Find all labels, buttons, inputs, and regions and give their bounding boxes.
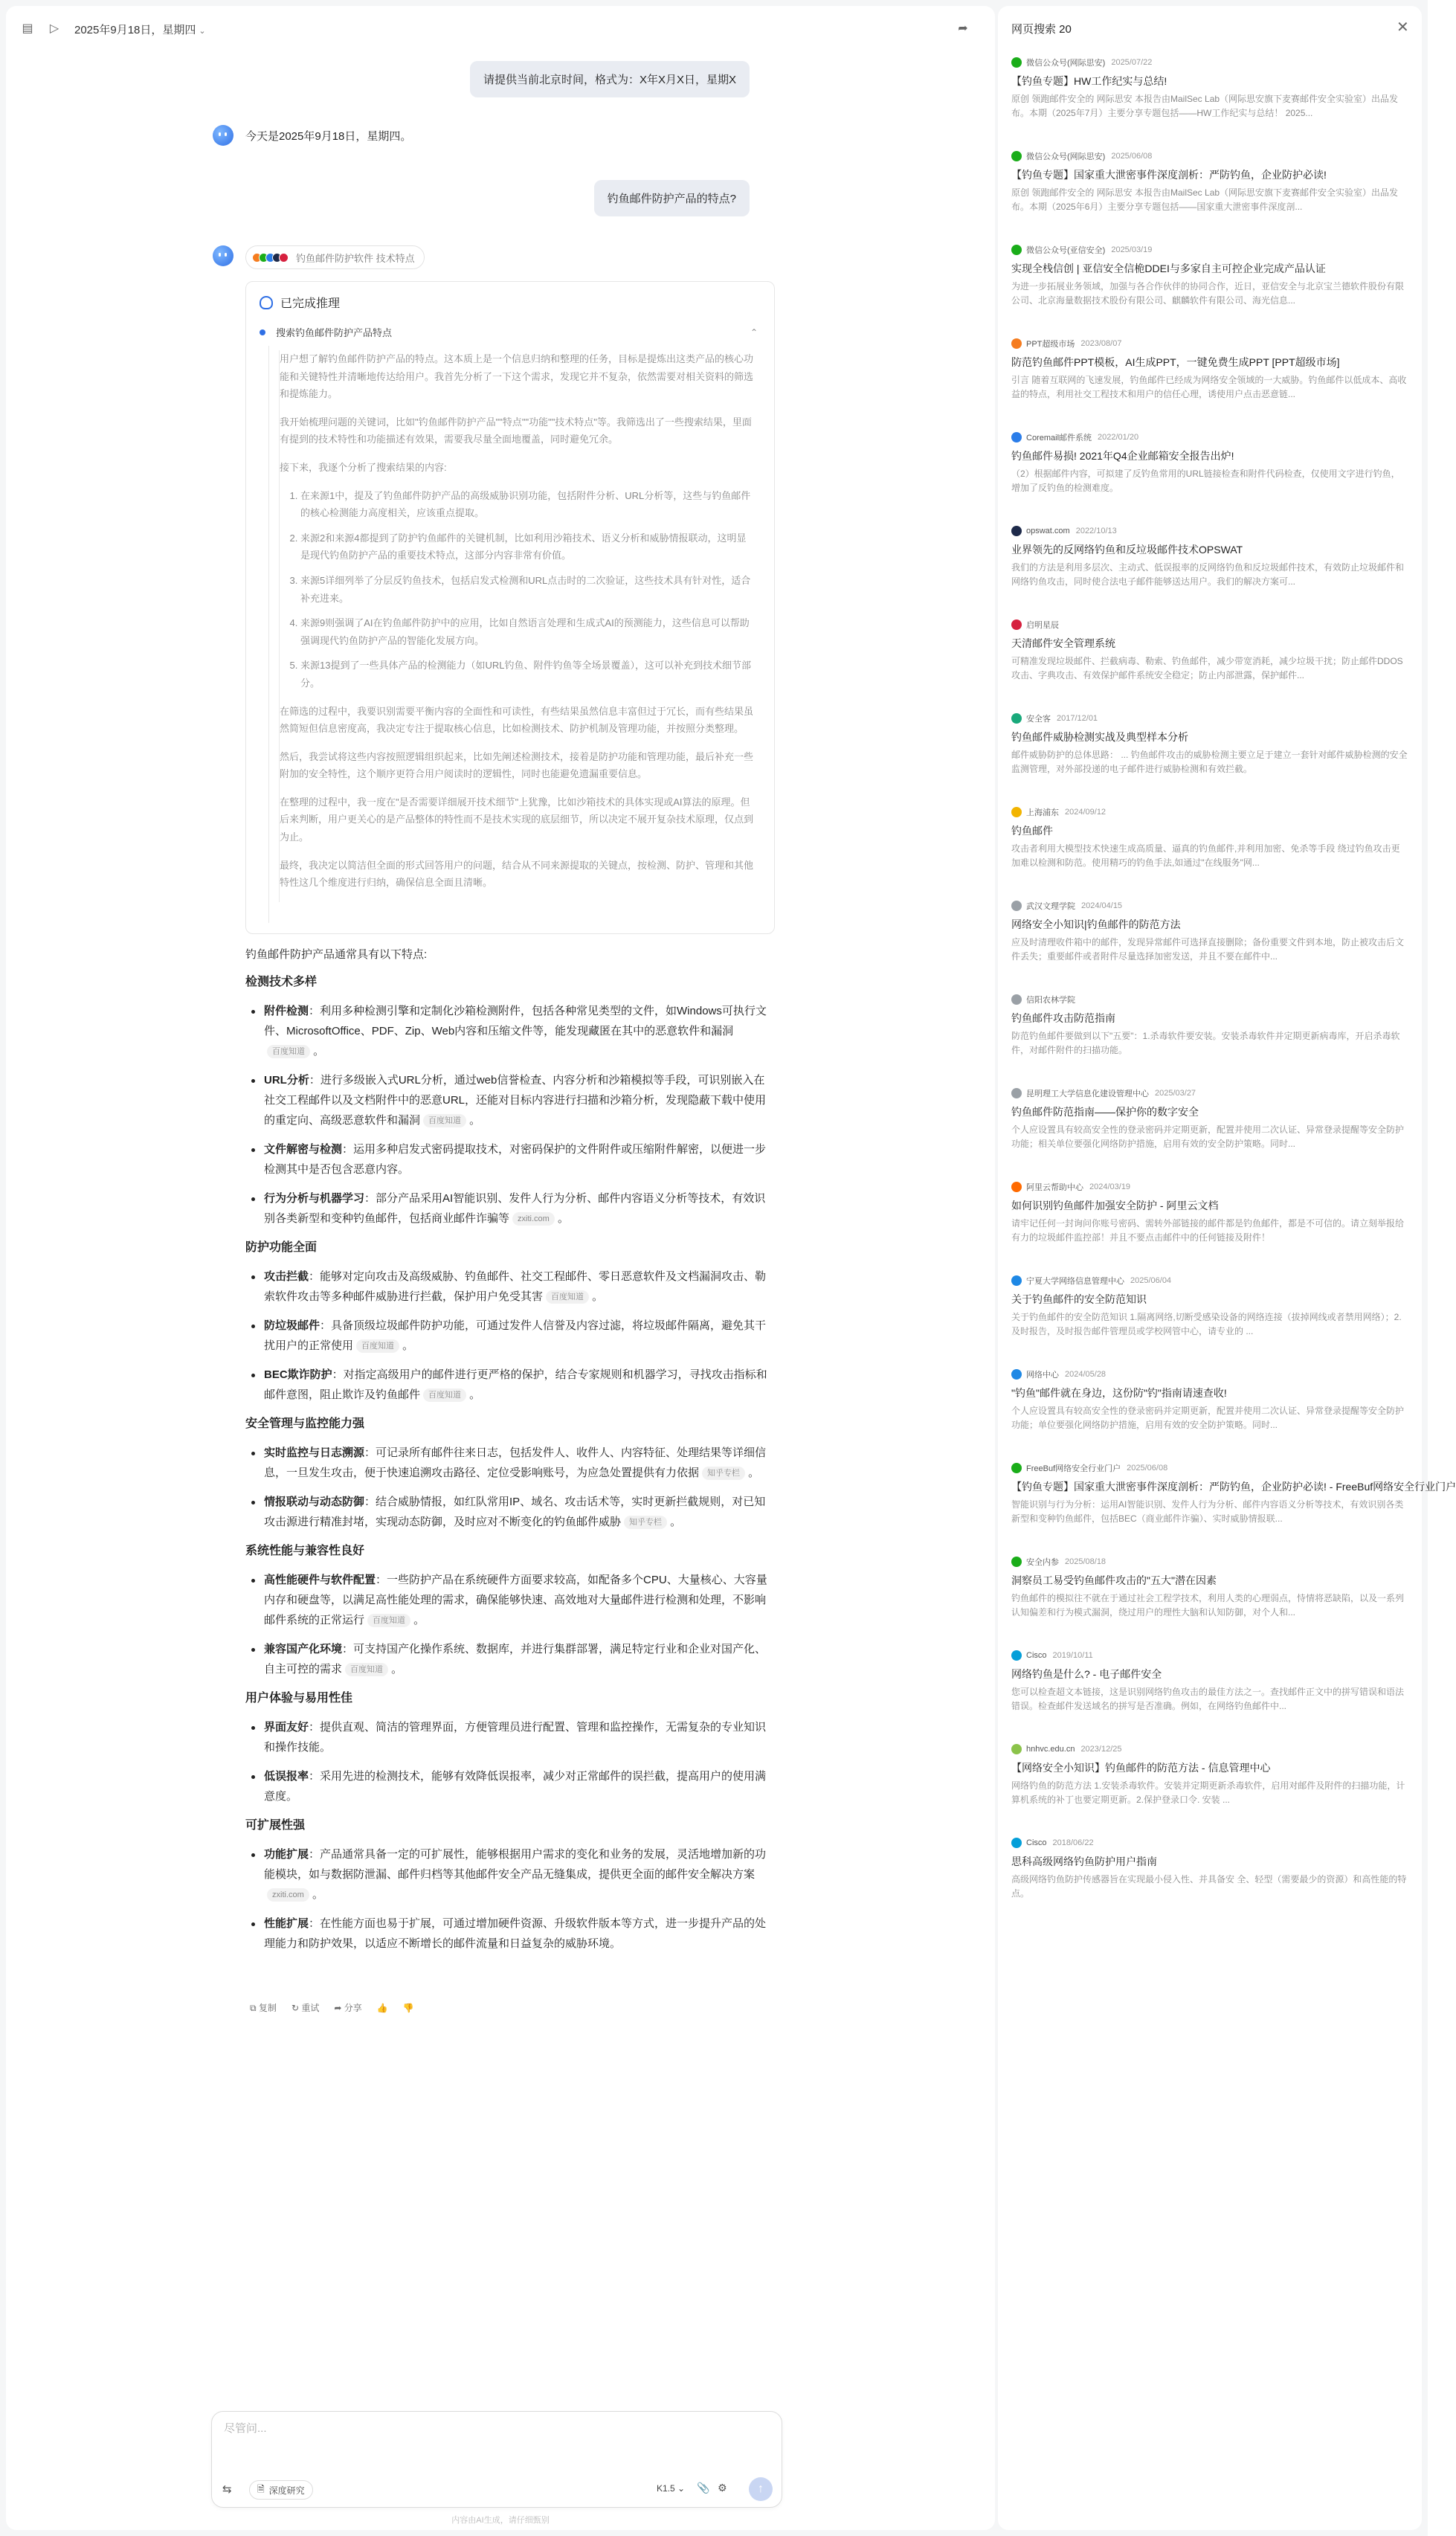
top-bar bbox=[6, 6, 995, 52]
reasoning-step-label: 搜索钓鱼邮件防护产品特点 bbox=[276, 327, 393, 338]
result-title[interactable]: 【钓鱼专题】国家重大泄密事件深度剖析：严防钓鱼，企业防护必读! bbox=[1011, 169, 1327, 181]
assistant-avatar bbox=[213, 125, 233, 146]
answer-term: 兼容国产化环境 bbox=[264, 1643, 343, 1655]
result-source bbox=[1011, 55, 1408, 70]
site-favicon-icon bbox=[1011, 619, 1022, 630]
result-source-name: 安全内参 bbox=[1026, 1558, 1059, 1567]
result-source bbox=[1011, 992, 1408, 1007]
result-snippet: 高级网络钓鱼防护传感器旨在实现最小侵入性、并具备安 全、轻型（需要最少的资源）和高性能的特点。 bbox=[1011, 1874, 1407, 1899]
result-source bbox=[1011, 524, 1408, 538]
result-snippet: 网络钓鱼的防范方法 1.安装杀毒软件。安装并定期更新杀毒软件，启用对邮件及附件的扫描功能，计算机系统的补丁也要定期更新。2.保护登录口令. 安装 ... bbox=[1011, 1780, 1405, 1805]
answer-text: ：可记录所有邮件往来日志，包括发件人、收件人、内容特征、处理结果等详细信息，一旦发生攻击，便于快速追溯攻击路径、定位受影响账号，为应急处置提供有力依据 bbox=[264, 1446, 767, 1479]
answer-list-item: URL分析：进行多级嵌入式URL分析，通过web信誉检查、内容分析和沙箱模拟等手段，可识别嵌入在社交工程邮件以及文档附件中的恶意URL，还能对目标内容进行扫描和沙箱分析，发现隐蔽下载中使用的重定向、高级恶意软件和漏洞 百度知道 。 bbox=[245, 1070, 775, 1130]
source-favicons bbox=[252, 253, 289, 263]
result-source bbox=[1011, 1648, 1408, 1663]
result-source bbox=[1011, 1367, 1408, 1382]
search-result[interactable] bbox=[1011, 992, 1408, 1058]
result-snippet: 原创 领跑邮件安全的 网际思安 本报告由MailSec Lab（网际思安旗下麦赛邮件安全实验室）出品发布。本期（2025年7月）主要分享专题包括——HW工作纪实与总结！ 2025... bbox=[1011, 94, 1399, 118]
answer-list-item: 行为分析与机器学习：部分产品采用AI智能识别、发件人行为分析、邮件内容语义分析等技术，有效识别各类新型和变种钓鱼邮件，包括商业邮件诈骗等 zxiti.com 。 bbox=[245, 1188, 775, 1229]
answer-list bbox=[245, 1443, 775, 1532]
result-date: 2019/10/11 bbox=[1052, 1651, 1093, 1660]
result-source bbox=[1011, 1086, 1408, 1101]
citation-badge[interactable]: 百度知道 bbox=[423, 1388, 466, 1402]
citation-badge[interactable]: 知乎专栏 bbox=[624, 1516, 667, 1529]
answer-text: ：能够对定向攻击及高级威胁、钓鱼邮件、社交工程邮件、零日恶意软件及文档漏洞攻击、勒索软件攻击等多种邮件威胁进行拦截，保护用户免受其害 bbox=[264, 1270, 767, 1303]
answer-text: ：一些防护产品在系统硬件方面要求较高，如配备多个CPU、大量核心、大容量内存和硬盘等，以满足高性能处理的需求，确保能够快速、高效地对大量邮件进行检测和处理，不影响邮件系统的正常运行 bbox=[264, 1574, 767, 1626]
result-source-name: 微信公众号(网际思安) bbox=[1026, 59, 1106, 68]
result-source bbox=[1011, 898, 1408, 913]
result-source-name: 阿里云帮助中心 bbox=[1026, 1183, 1083, 1192]
conversation-title-text: 2025年9月18日，星期四 bbox=[74, 24, 196, 36]
result-date: 2022/10/13 bbox=[1075, 527, 1117, 535]
site-favicon-icon bbox=[1011, 245, 1022, 255]
site-favicon-icon bbox=[1011, 1275, 1022, 1286]
conversation-title[interactable] bbox=[74, 22, 206, 37]
search-result[interactable] bbox=[1011, 1367, 1408, 1432]
answer-text: ：对指定高级用户的邮件进行更严格的保护，结合专家规则和机器学习，寻找攻击指标和邮件意图，阻止欺诈及钓鱼邮件 bbox=[264, 1368, 767, 1401]
site-favicon-icon bbox=[1011, 713, 1022, 724]
deep-research-label: 深度研究 bbox=[268, 2485, 305, 2496]
site-favicon-icon bbox=[1011, 807, 1022, 817]
result-snippet: 您可以检查超文本链接，这是识别网络钓鱼攻击的最佳方法之一。查找邮件正文中的拼写错误和语法错误。检查邮件发送域名的拼写是否准确。例如，在网络钓鱼邮件中... bbox=[1011, 1687, 1405, 1711]
answer-section-heading: 防护功能全面 bbox=[245, 1241, 318, 1254]
result-source bbox=[1011, 336, 1408, 351]
answer-list-item: 实时监控与日志溯源：可记录所有邮件往来日志，包括发件人、收件人、内容特征、处理结果等详细信息，一旦发生攻击，便于快速追溯攻击路径、定位受影响账号，为应急处置提供有力依据 知乎专栏 。 bbox=[245, 1443, 775, 1483]
result-source bbox=[1011, 149, 1408, 164]
site-favicon-icon bbox=[1011, 1088, 1022, 1098]
result-source bbox=[1011, 430, 1408, 445]
citation-badge[interactable]: 百度知道 bbox=[546, 1290, 589, 1304]
new-chat-icon[interactable]: ▷ bbox=[49, 22, 59, 35]
reasoning-paragraph: 然后，我尝试将这些内容按照逻辑组织起来，比如先阐述检测技术，接着是防护功能和管理功能，最后补充一些附加的安全特性，这个顺序更符合用户阅读时的逻辑性，同时也能避免遗漏重要信息。 bbox=[280, 750, 754, 780]
answer-text: ：在性能方面也易于扩展，可通过增加硬件资源、升级软件版本等方式，进一步提升产品的处理能力和防护效果，以适应不断增长的邮件流量和日益复杂的威胁环境。 bbox=[264, 1917, 767, 1950]
retry-label: 重试 bbox=[301, 2003, 320, 2013]
retry-icon: ↻ bbox=[291, 2003, 299, 2013]
result-snippet: 应及时清理收件箱中的邮件，发现异常邮件可选择直接删除；备份重要文件到本地，防止被攻击后文件丢失；重要邮件或者附件尽量选择加密发送，并且不要在邮件中... bbox=[1011, 937, 1405, 962]
site-favicon-icon bbox=[1011, 1182, 1022, 1192]
disclaimer: 内容由AI生成，请仔细甄别 bbox=[451, 2516, 550, 2525]
answer-list-item: 高性能硬件与软件配置：一些防护产品在系统硬件方面要求较高，如配备多个CPU、大量核心、大容量内存和硬盘等，以满足高性能处理的需求，确保能够快速、高效地对大量邮件进行检测和处理，不影响邮件系统的正常运行 百度知道 。 bbox=[245, 1570, 775, 1630]
send-button[interactable] bbox=[749, 2477, 773, 2501]
user-message: 请提供当前北京时间，格式为：X年X月X日，星期X bbox=[470, 61, 750, 97]
answer-list-item bbox=[245, 1717, 775, 1757]
result-title[interactable]: 防范钓鱼邮件PPT模板，AI生成PPT，一键免费生成PPT [PPT超级市场] bbox=[1011, 356, 1340, 368]
result-date: 2017/12/01 bbox=[1057, 714, 1098, 723]
reasoning-heading: 已完成推理 bbox=[280, 297, 341, 310]
result-source bbox=[1011, 1180, 1408, 1194]
answer-list-item bbox=[245, 1139, 775, 1180]
result-title[interactable]: 业界领先的反网络钓鱼和反垃圾邮件技术OPSWAT bbox=[1011, 544, 1243, 556]
reasoning-box bbox=[245, 281, 775, 934]
thumbs-down-icon[interactable]: 👎 bbox=[402, 2002, 414, 2013]
result-source-name: 安全客 bbox=[1026, 715, 1051, 724]
answer-term: 高性能硬件与软件配置 bbox=[264, 1574, 376, 1586]
citation-badge[interactable]: 百度知道 bbox=[345, 1663, 388, 1676]
result-snippet: 我们的方法是利用多层次、主动式、低误报率的反网络钓鱼和反垃圾邮件技术，有效防止垃圾邮件和网络钓鱼攻击，同时使合法电子邮件能够送达用户。我们的解决方案可... bbox=[1011, 562, 1405, 587]
result-snippet: 邮件威胁防护的总体思路： ... 钓鱼邮件攻击的威胁检测主要立足于建立一套针对邮件威胁检测的安全监测管理，对外部投递的电子邮件进行威胁检测和有效拦截。 bbox=[1011, 750, 1408, 774]
answer-list-item: 防垃圾邮件：具备顶级垃圾邮件防护功能，可通过发件人信誉及内容过滤，将垃圾邮件隔离，避免其干扰用户的正常使用 百度知道 。 bbox=[245, 1316, 775, 1356]
result-title[interactable]: 思科高级网络钓鱼防护用户指南 bbox=[1011, 1856, 1157, 1867]
answer-term: 文件解密与检测 bbox=[264, 1143, 343, 1156]
assistant-avatar bbox=[213, 245, 233, 266]
result-snippet: 引言 随着互联网的飞速发展，钓鱼邮件已经成为网络安全领域的一大威胁。钓鱼邮件以低成本、高收益的特点，利用社交工程技术和用户的信任心理，诱使用户点击恶意链... bbox=[1011, 375, 1407, 399]
search-result[interactable] bbox=[1011, 1180, 1408, 1245]
search-result[interactable] bbox=[1011, 524, 1408, 589]
answer-term: BEC欺诈防护 bbox=[264, 1368, 332, 1381]
result-source bbox=[1011, 711, 1408, 726]
answer-text: ：进行多级嵌入式URL分析，通过web信誉检查、内容分析和沙箱模拟等手段，可识别嵌入在社交工程邮件以及文档附件中的恶意URL，还能对目标内容进行扫描和沙箱分析，发现隐蔽下载中使用的重定向、高级恶意软件和漏洞 bbox=[264, 1074, 767, 1127]
reasoning-paragraph: 在筛选的过程中，我要识别需要平衡内容的全面性和可读性，有些结果虽然信息丰富但过于冗长，而有些结果虽然简短但信息密度高，我决定专注于提取核心信息，比如检测技术、防护机制及管理功能，并按照分类整理。 bbox=[280, 705, 754, 735]
result-title[interactable]: 天清邮件安全管理系统 bbox=[1011, 637, 1115, 649]
result-source bbox=[1011, 1554, 1408, 1569]
lightbulb-icon bbox=[260, 296, 273, 309]
search-result[interactable] bbox=[1011, 336, 1408, 402]
result-title[interactable]: 网络安全小知识|钓鱼邮件的防范方法 bbox=[1011, 918, 1181, 930]
search-result[interactable] bbox=[1011, 898, 1408, 964]
result-source-name: 微信公众号(亚信安全) bbox=[1026, 246, 1106, 255]
deep-research-button[interactable] bbox=[249, 2480, 313, 2500]
result-date: 2018/06/22 bbox=[1052, 1838, 1094, 1847]
answer-list bbox=[245, 1001, 775, 1229]
chevron-up-icon[interactable]: ⌃ bbox=[750, 326, 758, 338]
site-favicon-icon bbox=[1011, 1838, 1022, 1848]
arrow-up-icon: ↑ bbox=[758, 2482, 764, 2495]
answer-sections bbox=[245, 972, 775, 1954]
result-date: 2023/12/25 bbox=[1080, 1745, 1122, 1754]
answer-text: ：采用先进的检测技术，能够有效降低误报率，减少对正常邮件的误拦截，提高用户的使用满意度。 bbox=[264, 1770, 767, 1803]
result-title[interactable]: 如何识别钓鱼邮件加强安全防护 - 阿里云文档 bbox=[1011, 1200, 1219, 1211]
composer bbox=[211, 2411, 782, 2508]
result-title[interactable]: 【钓鱼专题】HW工作纪实与总结! bbox=[1011, 75, 1167, 87]
result-title[interactable]: 钓鱼邮件防范指南——保护你的数字安全 bbox=[1011, 1106, 1199, 1118]
search-result[interactable] bbox=[1011, 1461, 1456, 1526]
chevron-down-icon: ⌄ bbox=[199, 27, 206, 36]
search-result[interactable] bbox=[1011, 1835, 1408, 1901]
result-source-name: 昆明理工大学信息化建设管理中心 bbox=[1026, 1090, 1149, 1098]
answer-section-heading: 安全管理与监控能力强 bbox=[245, 1417, 365, 1430]
result-title[interactable]: 钓鱼邮件易损! 2021年Q4企业邮箱安全报告出炉! bbox=[1011, 450, 1234, 462]
site-favicon-icon bbox=[1011, 1557, 1022, 1567]
search-result[interactable] bbox=[1011, 1554, 1408, 1620]
answer-list bbox=[245, 1267, 775, 1405]
answer-text: ：具备顶级垃圾邮件防护功能，可通过发件人信誉及内容过滤，将垃圾邮件隔离，避免其干扰用户的正常使用 bbox=[264, 1319, 767, 1352]
result-source-name: hnhvc.edu.cn bbox=[1026, 1745, 1075, 1754]
attach-icon[interactable]: 📎 bbox=[697, 2482, 710, 2494]
result-date: 2025/07/22 bbox=[1111, 58, 1153, 67]
result-date: 2025/06/08 bbox=[1111, 152, 1153, 161]
model-selector-label: K1.5 bbox=[657, 2483, 675, 2494]
result-source-name: PPT超级市场 bbox=[1026, 340, 1075, 349]
result-snippet: 为进一步拓展业务领域，加强与各合作伙伴的协同合作，近日，亚信安全与北京宝兰德软件股份有限公司、北京海量数据技术股份有限公司、麒麟软件有限公司、海光信息... bbox=[1011, 281, 1405, 306]
result-source-name: 武汉文理学院 bbox=[1026, 902, 1075, 911]
result-title[interactable]: 钓鱼邮件威胁检测实战及典型样本分析 bbox=[1011, 731, 1188, 743]
answer-term: 防垃圾邮件 bbox=[264, 1319, 320, 1332]
share-label: 分享 bbox=[344, 2003, 362, 2013]
result-source-name: 宁夏大学网络信息管理中心 bbox=[1026, 1277, 1124, 1286]
result-source-name: Cisco bbox=[1026, 1838, 1047, 1847]
reasoning-list-item: 2. 来源2和来源4都提到了防护钓鱼邮件的关键机制，比如利用沙箱技术、语义分析和威胁情报联动，这明显是现代钓鱼防护产品的重要技术特点，这部分内容非常有价值。 bbox=[300, 530, 755, 564]
reasoning-header[interactable] bbox=[260, 294, 340, 311]
answer-list-item: 功能扩展：产品通常具备一定的可扩展性，能够根据用户需求的变化和业务的发展，灵活地增加新的功能模块，如与数据防泄漏、邮件归档等其他邮件安全产品无缝集成，提供更全面的邮件安全解决方案zxiti.com 。 bbox=[245, 1844, 775, 1905]
result-title[interactable]: 【钓鱼专题】国家重大泄密事件深度剖析：严防钓鱼，企业防护必读! - FreeBuf网络安全行业门户 bbox=[1011, 1481, 1456, 1493]
result-snippet: 智能识别与行为分析：运用AI智能识别、发件人行为分析、邮件内容语义分析等技术，有效识别各类新型和变种钓鱼邮件，包括BEC（商业邮件诈骗）、实时威胁情报联... bbox=[1011, 1499, 1404, 1524]
reasoning-list-item: 3. 来源5详细列举了分层反钓鱼技术，包括启发式检测和URL点击时的二次验证，这些技术具有针对性，适合补充进来。 bbox=[300, 572, 755, 607]
answer-list bbox=[245, 1844, 775, 1954]
sources-pill[interactable] bbox=[245, 245, 425, 269]
site-favicon-icon bbox=[1011, 1744, 1022, 1754]
search-result[interactable] bbox=[1011, 55, 1408, 120]
share-icon[interactable]: ➦ bbox=[958, 22, 968, 35]
result-source-name: 上海浦东 bbox=[1026, 808, 1059, 817]
result-title[interactable]: 网络钓鱼是什么? - 电子邮件安全 bbox=[1011, 1668, 1162, 1680]
reasoning-step[interactable] bbox=[260, 325, 758, 339]
site-favicon-icon bbox=[1011, 338, 1022, 349]
result-source-name: 信阳农林学院 bbox=[1026, 996, 1075, 1005]
result-title[interactable]: 钓鱼邮件攻击防范指南 bbox=[1011, 1012, 1115, 1024]
reasoning-paragraph: 最终，我决定以简洁但全面的形式回答用户的问题，结合从不同来源提取的关键点，按检测、防护、管理和其他特性这几个维度进行归纳，确保信息全面且清晰。 bbox=[280, 859, 754, 889]
result-snippet: 原创 领跑邮件安全的 网际思安 本报告由MailSec Lab（网际思安旗下麦赛邮件安全实验室）出品发布。本期（2025年6月）主要分享专题包括——国家重大泄密事件深度剖... bbox=[1011, 187, 1399, 212]
reasoning-list-item: 4. 来源9则强调了AI在钓鱼邮件防护中的应用，比如自然语言处理和生成式AI的预测能力，这些信息可以帮助强调现代钓鱼防护产品的智能化发展方向。 bbox=[300, 614, 755, 649]
result-date: 2024/04/15 bbox=[1081, 901, 1123, 910]
result-source-name: 微信公众号(网际思安) bbox=[1026, 152, 1106, 161]
answer-text: ：产品通常具备一定的可扩展性，能够根据用户需求的变化和业务的发展，灵活地增加新的功能模块，如与数据防泄漏、邮件归档等其他邮件安全产品无缝集成，提供更全面的邮件安全解决方案 bbox=[264, 1848, 767, 1881]
result-snippet: 可精准发现垃圾邮件、拦截病毒、勒索、钓鱼邮件，减少带宽消耗，减少垃圾干扰；防止邮件DDOS攻击、字典攻击、有效保护邮件系统安全稳定；防止内部泄露，保护邮件... bbox=[1011, 656, 1403, 680]
answer-text: ：可支持国产化操作系统、数据库，并进行集群部署，满足特定行业和企业对国产化、自主可控的需求 bbox=[264, 1643, 767, 1676]
answer-term: URL分析 bbox=[264, 1074, 309, 1087]
answer-term: 行为分析与机器学习 bbox=[264, 1192, 365, 1205]
answer-term: 实时监控与日志溯源 bbox=[264, 1446, 365, 1459]
tools-icon[interactable]: ⇆ bbox=[222, 2483, 232, 2496]
copy-button[interactable] bbox=[250, 2001, 277, 2014]
answer-list bbox=[245, 1570, 775, 1679]
result-snippet: 个人应设置具有较高安全性的登录密码并定期更新，配置并使用二次认证、异常登录提醒等安全防护功能；单位要强化网络防护措施，启用有效的安全防护策略。同时... bbox=[1011, 1406, 1405, 1430]
answer-section-heading: 系统性能与兼容性良好 bbox=[245, 1545, 365, 1557]
thumbs-up-icon[interactable]: 👍 bbox=[376, 2002, 388, 2013]
document-search-icon: 🗎 bbox=[257, 2483, 265, 2494]
answer-list-item: 兼容国产化环境：可支持国产化操作系统、数据库，并进行集群部署，满足特定行业和企业对国产化、自主可控的需求 百度知道 。 bbox=[245, 1639, 775, 1679]
site-favicon-icon bbox=[1011, 994, 1022, 1005]
result-snippet: 个人应设置具有较高安全性的登录密码并定期更新，配置并使用二次认证、异常登录提醒等安全防护功能；相关单位要强化网络防护措施，启用有效的安全防护策略。同时... bbox=[1011, 1124, 1405, 1149]
answer-list-item bbox=[245, 1766, 775, 1806]
result-source-name: 启明星辰 bbox=[1026, 621, 1059, 630]
result-title[interactable]: 【网络安全小知识】钓鱼邮件的防范方法 - 信息管理中心 bbox=[1011, 1762, 1271, 1774]
result-title[interactable]: 实现全栈信创 | 亚信安全信桅DDEI与多家自主可控企业完成产品认证 bbox=[1011, 263, 1326, 274]
site-favicon-icon bbox=[1011, 1650, 1022, 1661]
assistant-message: 今天是2025年9月18日，星期四。 bbox=[245, 130, 412, 143]
answer-list-item bbox=[245, 1914, 775, 1954]
close-icon[interactable]: ✕ bbox=[1397, 19, 1409, 36]
reasoning-list bbox=[280, 487, 755, 692]
site-favicon-icon bbox=[1011, 432, 1022, 442]
retry-button[interactable] bbox=[291, 2001, 319, 2014]
answer-term: 界面友好 bbox=[264, 1721, 309, 1734]
answer-text: ：运用多种启发式密码提取技术，对密码保护的文件附件或压缩附件解密，以便进一步检测其中是否包含恶意内容。 bbox=[264, 1143, 767, 1176]
result-title[interactable]: 关于钓鱼邮件的安全防范知识 bbox=[1011, 1293, 1147, 1305]
result-source bbox=[1011, 1273, 1408, 1288]
result-title[interactable]: 洞察员工易受钓鱼邮件攻击的"五大"潜在因素 bbox=[1011, 1574, 1217, 1586]
answer-term: 功能扩展 bbox=[264, 1848, 309, 1861]
result-source-name: opswat.com bbox=[1026, 527, 1070, 535]
search-result[interactable] bbox=[1011, 430, 1408, 495]
result-date: 2022/01/20 bbox=[1098, 433, 1139, 442]
chat-main bbox=[6, 6, 995, 2530]
answer-body bbox=[245, 944, 775, 1963]
citation-badge[interactable]: 百度知道 bbox=[423, 1114, 466, 1127]
result-date: 2024/03/19 bbox=[1089, 1182, 1131, 1191]
site-favicon-icon bbox=[1011, 1369, 1022, 1380]
composer-input[interactable] bbox=[224, 2422, 759, 2435]
answer-section-heading: 用户体验与易用性佳 bbox=[245, 1692, 353, 1705]
result-source bbox=[1011, 617, 1408, 632]
search-result[interactable] bbox=[1011, 242, 1408, 308]
result-source-name: Cisco bbox=[1026, 1651, 1047, 1660]
reasoning-divider bbox=[268, 346, 269, 923]
answer-list-item: 附件检测：利用多种检测引擎和定制化沙箱检测附件，包括各种常见类型的文件，如Windows可执行文件、MicrosoftOffice、PDF、Zip、Web内容和压缩文件等，能发现藏匿在其中的恶意软件和漏洞百度知道 。 bbox=[245, 1001, 775, 1061]
result-title[interactable]: 钓鱼邮件 bbox=[1011, 825, 1053, 837]
result-source-name: 网络中心 bbox=[1026, 1371, 1059, 1380]
search-result[interactable] bbox=[1011, 711, 1408, 776]
answer-intro: 钓鱼邮件防护产品通常具有以下特点: bbox=[245, 948, 428, 961]
result-snippet: （2）根据邮件内容，可拟建了反钓鱼常用的URL链接检查和附件代码检查，仅使用文字进行钓鱼，增加了反钓鱼的检测难度。 bbox=[1011, 469, 1400, 493]
result-snippet: 钓鱼邮件的模拟往不就在于通过社会工程学技术，利用人类的心理弱点，恃情将恶缺陷，以及一系列认知偏差和行为模式漏洞，绕过用户的理性大脑和认知防御，对个人和... bbox=[1011, 1593, 1405, 1618]
reasoning-list-item: 1. 在来源1中，提及了钓鱼邮件防护产品的高级威胁识别功能，包括附件分析、URL分析等，这些与钓鱼邮件的核心检测能力高度相关，应该重点提取。 bbox=[300, 487, 755, 522]
result-date: 2025/08/18 bbox=[1065, 1557, 1107, 1566]
answer-term: 低误报率 bbox=[264, 1770, 309, 1783]
user-message: 钓鱼邮件防护产品的特点? bbox=[594, 180, 750, 216]
answer-section-heading: 检测技术多样 bbox=[245, 976, 318, 988]
result-source-name: Coremail邮件系统 bbox=[1026, 434, 1092, 442]
citation-badge[interactable]: 百度知道 bbox=[367, 1614, 410, 1627]
sidebar-toggle-icon[interactable]: ▤ bbox=[22, 22, 33, 35]
search-result[interactable] bbox=[1011, 1273, 1408, 1339]
citation-badge[interactable]: zxiti.com bbox=[512, 1212, 555, 1226]
result-snippet: 攻击者利用大模型技术快速生成高质量、逼真的钓鱼邮件,并利用加密、免杀等手段 绕过钓鱼攻击更加难以检测和防范。使用精巧的钓鱼手法,如通过"在线服务"网... bbox=[1011, 843, 1400, 868]
result-date: 2025/06/08 bbox=[1127, 1464, 1168, 1473]
citation-badge[interactable]: 知乎专栏 bbox=[702, 1467, 745, 1480]
result-date: 2024/05/28 bbox=[1065, 1370, 1107, 1379]
reasoning-paragraph: 在整理的过程中，我一度在"是否需要详细展开技术细节"上犹豫，比如沙箱技术的具体实现或AI算法的原理。但后来判断，用户更关心的是产品整体的特性而不是技术实现的底层细节，所以决定不展开复杂技术原理，仅点到为止。 bbox=[280, 796, 754, 843]
result-date: 2023/08/07 bbox=[1080, 339, 1122, 348]
result-date: 2025/03/19 bbox=[1111, 245, 1153, 254]
copy-label: 复制 bbox=[258, 2003, 277, 2013]
answer-list bbox=[245, 1717, 775, 1806]
step-dot-icon bbox=[260, 329, 265, 335]
settings-icon[interactable]: ⚙ bbox=[718, 2482, 727, 2494]
answer-text: ：利用多种检测引擎和定制化沙箱检测附件，包括各种常见类型的文件，如Windows可执行文件、MicrosoftOffice、PDF、Zip、Web内容和压缩文件等，能发现藏匿在其中的恶意软件和漏洞 bbox=[264, 1005, 767, 1037]
copy-icon: ⧉ bbox=[250, 2003, 257, 2013]
citation-badge[interactable]: 百度知道 bbox=[356, 1339, 399, 1353]
model-selector[interactable]: K1.5 ⌄ bbox=[657, 2483, 686, 2494]
share-button[interactable] bbox=[334, 2001, 361, 2014]
citation-badge[interactable]: zxiti.com bbox=[267, 1888, 309, 1902]
result-date: 2024/09/12 bbox=[1065, 808, 1107, 817]
result-source bbox=[1011, 1742, 1408, 1757]
answer-term: 性能扩展 bbox=[264, 1917, 309, 1930]
answer-list-item: BEC欺诈防护：对指定高级用户的邮件进行更严格的保护，结合专家规则和机器学习，寻找攻击指标和邮件意图，阻止欺诈及钓鱼邮件 百度知道 。 bbox=[245, 1365, 775, 1405]
reasoning-body bbox=[279, 350, 755, 902]
answer-list-item: 情报联动与动态防御：结合威胁情报，如红队常用IP、域名、攻击话术等，实时更新拦截规则，对已知攻击源进行精准封堵，实现动态防御，及时应对不断变化的钓鱼邮件威胁 知乎专栏 。 bbox=[245, 1492, 775, 1532]
message-actions bbox=[250, 2001, 414, 2014]
search-result[interactable] bbox=[1011, 1086, 1408, 1151]
answer-term: 附件检测 bbox=[264, 1005, 309, 1017]
panel-title: 网页搜索 20 bbox=[1011, 23, 1072, 36]
site-favicon-icon bbox=[1011, 901, 1022, 911]
result-source bbox=[1011, 1461, 1408, 1475]
share-arrow-icon: ➦ bbox=[334, 2003, 342, 2013]
reasoning-list-item: 5. 来源13提到了一些具体产品的检测能力（如URL钓鱼、附件钓鱼等全场景覆盖），这可以补充到技术细节部分。 bbox=[300, 657, 755, 692]
site-favicon-icon bbox=[1011, 151, 1022, 161]
result-source-name: FreeBuf网络安全行业门户 bbox=[1026, 1464, 1121, 1473]
answer-text: ：部分产品采用AI智能识别、发件人行为分析、邮件内容语义分析等技术，有效识别各类新型和变种钓鱼邮件，包括商业邮件诈骗等 bbox=[264, 1192, 766, 1225]
answer-term: 攻击拦截 bbox=[264, 1270, 309, 1283]
search-result[interactable] bbox=[1011, 149, 1408, 214]
result-snippet: 防范钓鱼邮件要做到以下"五要"：1.杀毒软件要安装。安装杀毒软件并定期更新病毒库，开启杀毒软件，对邮件附件的扫描功能。 bbox=[1011, 1031, 1400, 1055]
search-result[interactable] bbox=[1011, 617, 1408, 683]
result-title[interactable]: "钓鱼"邮件就在身边，这份防"钓"指南请速查收! bbox=[1011, 1387, 1227, 1399]
search-result[interactable] bbox=[1011, 1742, 1408, 1807]
sources-pill-label: 钓鱼邮件防护软件 技术特点 bbox=[296, 252, 415, 264]
search-result[interactable] bbox=[1011, 1648, 1408, 1713]
search-result[interactable] bbox=[1011, 805, 1408, 870]
reasoning-paragraph: 用户想了解钓鱼邮件防护产品的特点。这本质上是一个信息归纳和整理的任务，目标是提炼出这类产品的核心功能和关键特性并清晰地传达给用户。我首先分析了一下这个需求，发现它并不复杂，依然需要对相关资料的筛选和提炼能力。 bbox=[280, 353, 754, 400]
result-snippet: 请牢记任何一封询问你账号密码、需转外部链接的邮件都是钓鱼邮件，都是不可信的。请立刻举报给有力的垃圾邮件监控部！并且不要点击邮件中的任何链接及附件！ bbox=[1011, 1218, 1405, 1243]
result-date: 2025/06/04 bbox=[1130, 1276, 1172, 1285]
answer-list-item: 攻击拦截：能够对定向攻击及高级威胁、钓鱼邮件、社交工程邮件、零日恶意软件及文档漏洞攻击、勒索软件攻击等多种邮件威胁进行拦截，保护用户免受其害 百度知道 。 bbox=[245, 1267, 775, 1307]
result-source bbox=[1011, 242, 1408, 257]
answer-text: ：提供直观、简洁的管理界面，方便管理员进行配置、管理和监控操作，无需复杂的专业知识和操作技能。 bbox=[264, 1721, 767, 1754]
reasoning-paragraph: 我开始梳理问题的关键词，比如"钓鱼邮件防护产品""特点""功能""技术特点"等。我筛选出了一些搜索结果，里面有提到的技术特性和功能描述有效果，需要我尽量全面地覆盖，同时避免冗余。 bbox=[280, 416, 752, 445]
result-source bbox=[1011, 1835, 1408, 1850]
answer-term: 情报联动与动态防御 bbox=[264, 1496, 365, 1508]
site-favicon-icon bbox=[1011, 526, 1022, 536]
answer-text: ：结合威胁情报，如红队常用IP、域名、攻击话术等，实时更新拦截规则，对已知攻击源进行精准封堵，实现动态防御，及时应对不断变化的钓鱼邮件威胁 bbox=[264, 1496, 766, 1528]
result-date: 2025/03/27 bbox=[1155, 1089, 1196, 1098]
answer-section-heading: 可扩展性强 bbox=[245, 1819, 306, 1832]
site-favicon-icon bbox=[1011, 1463, 1022, 1473]
search-results-panel bbox=[998, 6, 1456, 2530]
result-source bbox=[1011, 805, 1408, 820]
reasoning-paragraph: 接下来，我逐个分析了搜索结果的内容: bbox=[280, 461, 447, 473]
result-snippet: 关于钓鱼邮件的安全防范知识 1.隔离网络,切断受感染设备的网络连接（拔掉网线或者禁用网络）；2.及时报告，及时报告邮件管理员或学校网管中心，请专业的 ... bbox=[1011, 1312, 1402, 1336]
citation-badge[interactable]: 百度知道 bbox=[267, 1045, 310, 1058]
site-favicon-icon bbox=[1011, 57, 1022, 68]
